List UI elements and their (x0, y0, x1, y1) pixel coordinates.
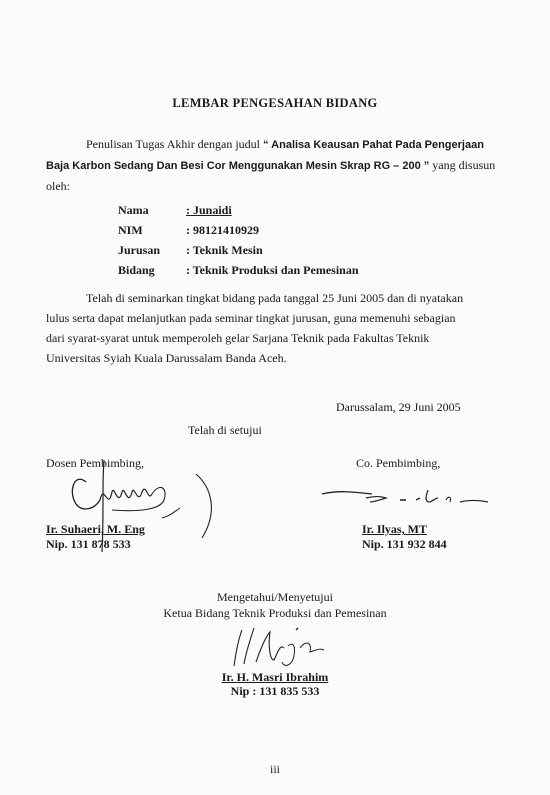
seminar-paragraph (46, 288, 516, 368)
head-name: Ir. H. Masri Ibrahim (221, 670, 329, 684)
intro-end: oleh: (46, 179, 70, 193)
identity-value: : Teknik Mesin (186, 243, 263, 257)
identity-label: NIM (118, 223, 143, 237)
intro-line-2 (46, 158, 495, 172)
identity-value: : Junaidi (186, 203, 232, 217)
intro-tail: yang disusun (432, 158, 496, 172)
intro-line-1 (46, 134, 516, 155)
page-title: LEMBAR PENGESAHAN BIDANG (172, 96, 378, 110)
identity-row-department (118, 240, 359, 260)
identity-table (118, 200, 359, 280)
thesis-title-end: Baja Karbon Sedang Dan Besi Cor Menggunakan Mesin Skrap RG – 200 ” (46, 160, 430, 172)
head-title: Ketua Bidang Teknik Produksi dan Pemesinan (163, 606, 387, 620)
thesis-title-start: “ Analisa Keausan Pahat Pada Pengerjaan (263, 139, 484, 151)
seminar-line-2: lulus serta dapat melanjutkan pada seminar tingkat jurusan, guna memenuhi sebagian (46, 311, 456, 325)
supervisor-name: Ir. Suhaeri, M. Eng (46, 522, 145, 536)
head-nip: Nip : 131 835 533 (230, 684, 320, 698)
identity-value: : Teknik Produksi dan Pemesinan (186, 263, 359, 277)
seminar-line-4: Universitas Syiah Kuala Darussalam Banda Aceh. (46, 351, 287, 365)
page-number: iii (269, 762, 280, 776)
identity-row-name (118, 200, 359, 220)
identity-label: Nama (118, 203, 149, 217)
seminar-line-3: dari syarat-syarat untuk memperoleh gelar Sarjana Teknik pada Fakultas Teknik (46, 331, 430, 345)
co-supervisor-role: Co. Pembimbing, (356, 456, 441, 470)
intro-paragraph (46, 134, 516, 196)
identity-label: Bidang (118, 263, 155, 277)
identity-value: : 98121410929 (186, 223, 259, 237)
acknowledge-line: Mengetahui/Menyetujui (217, 590, 333, 604)
co-supervisor-signature (320, 484, 490, 514)
place-date: Darussalam, 29 Juni 2005 (336, 400, 461, 414)
supervisor-role: Dosen Pembimbing, (46, 456, 144, 470)
intro-lead: Penulisan Tugas Akhir dengan judul (86, 137, 261, 151)
head-signature (222, 622, 342, 672)
co-supervisor-name: Ir. Ilyas, MT (362, 522, 427, 536)
co-supervisor-nip: Nip. 131 932 844 (362, 537, 447, 551)
identity-row-field (118, 260, 359, 280)
approved-label: Telah di setujui (188, 423, 262, 437)
supervisor-nip: Nip. 131 878 533 (46, 537, 131, 551)
seminar-line-1: Telah di seminarkan tingkat bidang pada tanggal 25 Juni 2005 dan di nyatakan (86, 291, 464, 305)
identity-row-nim (118, 220, 359, 240)
identity-label: Jurusan (118, 243, 161, 257)
